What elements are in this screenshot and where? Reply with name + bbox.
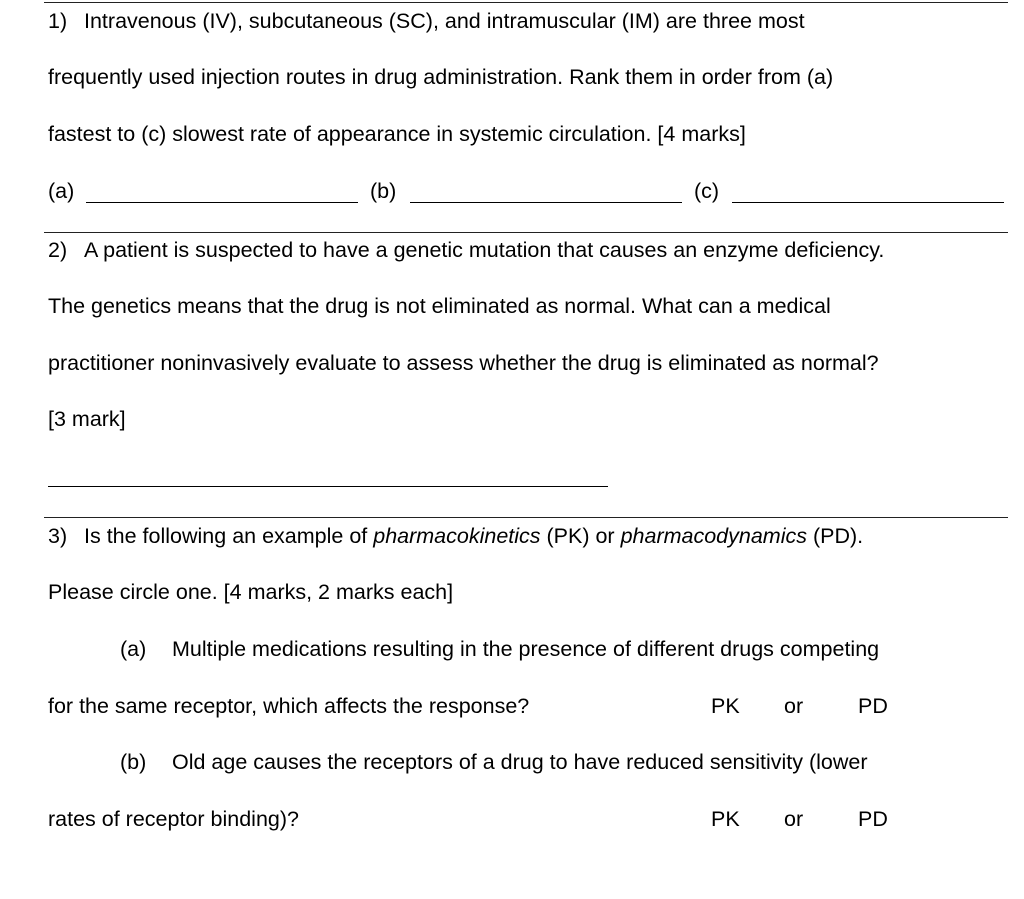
q3-line-2: Please circle one. [4 marks, 2 marks each]: [48, 580, 454, 604]
q3a-line-1: [120, 636, 879, 662]
q3-prefix: Is the following an example of: [84, 524, 374, 548]
q3a-choice-or: or: [784, 694, 804, 718]
q2-line-1: [48, 237, 884, 263]
q1-q2-divider: [44, 232, 1008, 233]
q3-term-pk: pharmacokinetics: [373, 524, 541, 548]
q2-line-3: practitioner noninvasively evaluate to assess whether the drug is eliminated as normal?: [48, 351, 879, 375]
q3b-line-2: rates of receptor binding)?: [48, 807, 299, 831]
q1-blank-a-line[interactable]: [86, 202, 358, 203]
q1-line-1: [48, 8, 805, 34]
q3b-label: (b): [120, 750, 147, 774]
q1-line-2: frequently used injection routes in drug administration. Rank them in order from (a): [48, 65, 834, 89]
q3b-choice-pk[interactable]: PK: [711, 807, 740, 831]
q3-abbr-pd: (PD).: [807, 524, 864, 548]
q3b-choice-or: or: [784, 807, 804, 831]
q3b-choice-pd[interactable]: PD: [858, 807, 888, 831]
q3b-line-1: [120, 749, 868, 775]
q3a-text-line-1: Multiple medications resulting in the presence of different drugs competing: [172, 637, 880, 661]
q3b-text-line-1: Old age causes the receptors of a drug to have reduced sensitivity (lower: [172, 750, 868, 774]
q3-abbr-pk: (PK) or: [540, 524, 621, 548]
q3a-choice-pd[interactable]: PD: [858, 694, 888, 718]
q1-text-line-1: Intravenous (IV), subcutaneous (SC), and intramuscular (IM) are three most: [84, 9, 805, 33]
q2-text-line-1: A patient is suspected to have a genetic mutation that causes an enzyme deficiency.: [84, 238, 885, 262]
q2-number: 2): [48, 238, 68, 262]
q1-line-3: fastest to (c) slowest rate of appearance in systemic circulation. [4 marks]: [48, 122, 746, 146]
q3-number: 3): [48, 524, 68, 548]
q1-blank-c-line[interactable]: [732, 202, 1004, 203]
q1-number: 1): [48, 9, 68, 33]
q2-q3-divider: [44, 517, 1008, 518]
q3a-line-2: for the same receptor, which affects the response?: [48, 694, 530, 718]
q3-term-pd: pharmacodynamics: [620, 524, 807, 548]
q2-line-4: [3 mark]: [48, 407, 126, 431]
q3-line-1: [48, 523, 863, 549]
q3a-label: (a): [120, 637, 147, 661]
q2-answer-line[interactable]: [48, 486, 608, 487]
top-divider: [44, 2, 1008, 3]
q2-line-2: The genetics means that the drug is not eliminated as normal. What can a medical: [48, 294, 831, 318]
q1-blank-a-label: (a): [48, 179, 75, 203]
q1-blank-c-label: (c): [694, 179, 720, 203]
q3a-choice-pk[interactable]: PK: [711, 694, 740, 718]
q1-blank-b-label: (b): [370, 179, 397, 203]
q1-blank-b-line[interactable]: [410, 202, 682, 203]
